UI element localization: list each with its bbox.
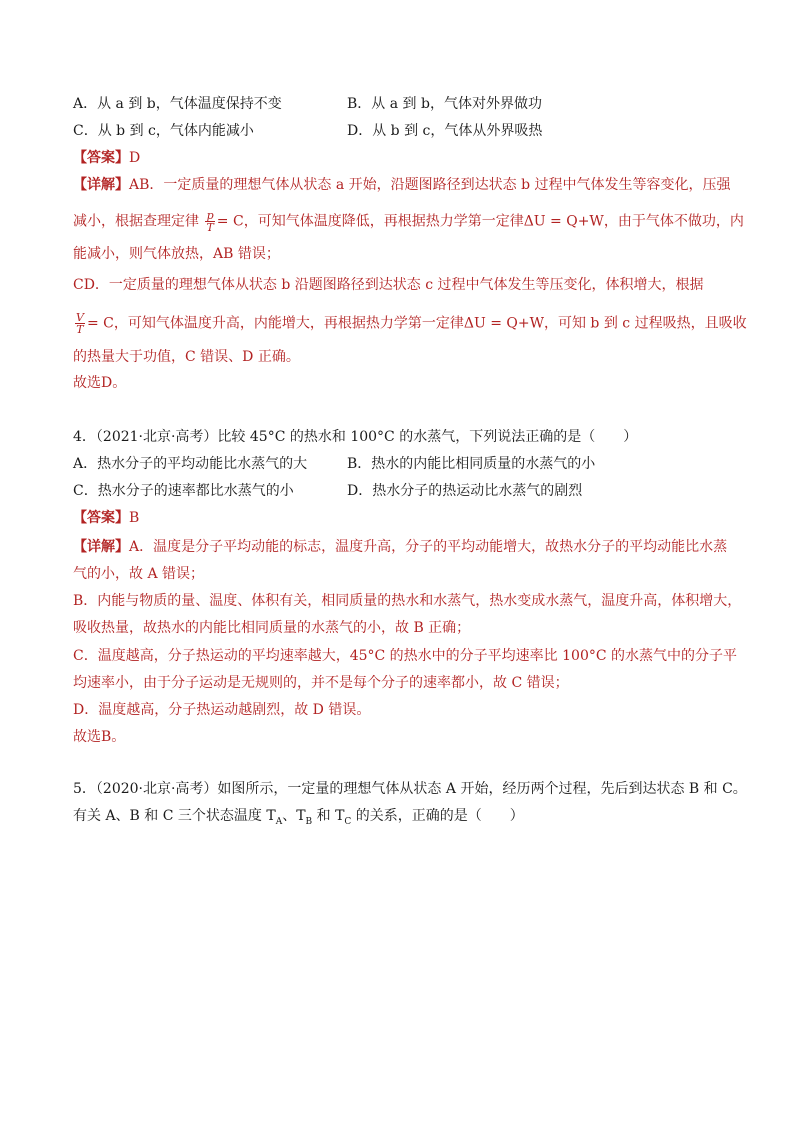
- q3-detail-line-7: 故选D。: [73, 375, 127, 391]
- q3-option-b: B．从 a 到 b，气体对外界做功: [347, 96, 542, 112]
- q4-detail-line-2: 气的小，故 A 错误；: [73, 566, 205, 582]
- q4-detail-line-4: 吸收热量，故热水的内能比相同质量的水蒸气的小，故 B 正确；: [73, 620, 471, 636]
- q3-option-d: D．从 b 到 c，气体从外界吸热: [347, 123, 543, 139]
- q5-stem-line-1: 5．（2020·北京·高考）如图所示，一定量的理想气体从状态 A 开始，经历两个过程，先后到达状态 B 和 C。: [73, 781, 747, 797]
- q4-detail-line-1: 【详解】A．温度是分子平均动能的标志，温度升高，分子的平均动能增大，故热水分子的平均动能比水蒸: [73, 539, 728, 555]
- q3-detail-line-6: 的热量大于功值，C 错误、D 正确。: [73, 349, 300, 365]
- answer-value: B: [129, 510, 140, 526]
- q3-detail-line-5: $\frac{V}{T}$ = C，可知气体温度升高，内能增大，再根据热力学第一定律ΔU = Q+W，可知 b 到 c 过程吸热，且吸收: [76, 311, 747, 336]
- q3-detail-line-3: 能减小，则气体放热，AB 错误；: [73, 246, 280, 262]
- q4-option-a: A．热水分子的平均动能比水蒸气的大: [73, 456, 308, 472]
- q3-detail-line-2: 减小，根据查理定律 $\frac{p}{T}$ = C，可知气体温度降低，再根据热力学第一定律ΔU = Q+W，由于气体不做功，内: [73, 209, 744, 234]
- answer-label: 【答案】: [73, 150, 129, 166]
- q5-stem-line-2: 有关 A、B 和 C 三个状态温度 $T_A$、$T_B$ 和 $T_C$ 的关系，正确的是（ ）: [73, 808, 524, 827]
- q4-option-b: B．热水的内能比相同质量的水蒸气的小: [347, 456, 596, 472]
- q4-detail-line-3: B．内能与物质的量、温度、体积有关，相同质量的热水和水蒸气，热水变成水蒸气，温度升高，体积增大，: [73, 593, 742, 609]
- q3-option-a: A．从 a 到 b，气体温度保持不变: [73, 96, 282, 112]
- q4-detail-line-7: D．温度越高，分子热运动越剧烈，故 D 错误。: [73, 702, 371, 718]
- q3-detail-line-1: 【详解】AB．一定质量的理想气体从状态 a 开始，沿题图路径到达状态 b 过程中气体发生等容变化，压强: [73, 177, 731, 193]
- q4-option-d: D．热水分子的热运动比水蒸气的剧烈: [347, 483, 583, 499]
- fraction-p-over-t: $\frac{p}{T}$: [206, 209, 214, 234]
- q4-detail-line-6: 均速率小，由于分子运动是无规则的，并不是每个分子的速率都小，故 C 错误；: [73, 675, 569, 691]
- q4-detail-line-8: 故选B。: [73, 729, 126, 745]
- answer-value: D: [129, 150, 141, 166]
- q4-answer: [73, 509, 139, 527]
- q3-answer: [73, 149, 140, 167]
- answer-label: 【答案】: [73, 510, 129, 526]
- q4-option-c: C．热水分子的速率都比水蒸气的小: [73, 483, 294, 499]
- q4-stem: 4．（2021·北京·高考）比较 45°C 的热水和 100°C 的水蒸气，下列说法正确的是（ ）: [73, 429, 638, 445]
- q4-detail-line-5: C．温度越高，分子热运动的平均速率越大，45°C 的热水中的分子平均速率比 100°C 的水蒸气中的分子平: [73, 648, 738, 664]
- detail-label: 【详解】: [73, 177, 129, 193]
- detail-label: 【详解】: [73, 539, 129, 555]
- q3-option-c: C．从 b 到 c，气体内能减小: [73, 123, 254, 139]
- fraction-v-over-t: $\frac{V}{T}$: [76, 311, 84, 336]
- q3-detail-line-4: CD．一定质量的理想气体从状态 b 沿题图路径到达状态 c 过程中气体发生等压变化，体积增大，根据: [73, 277, 704, 293]
